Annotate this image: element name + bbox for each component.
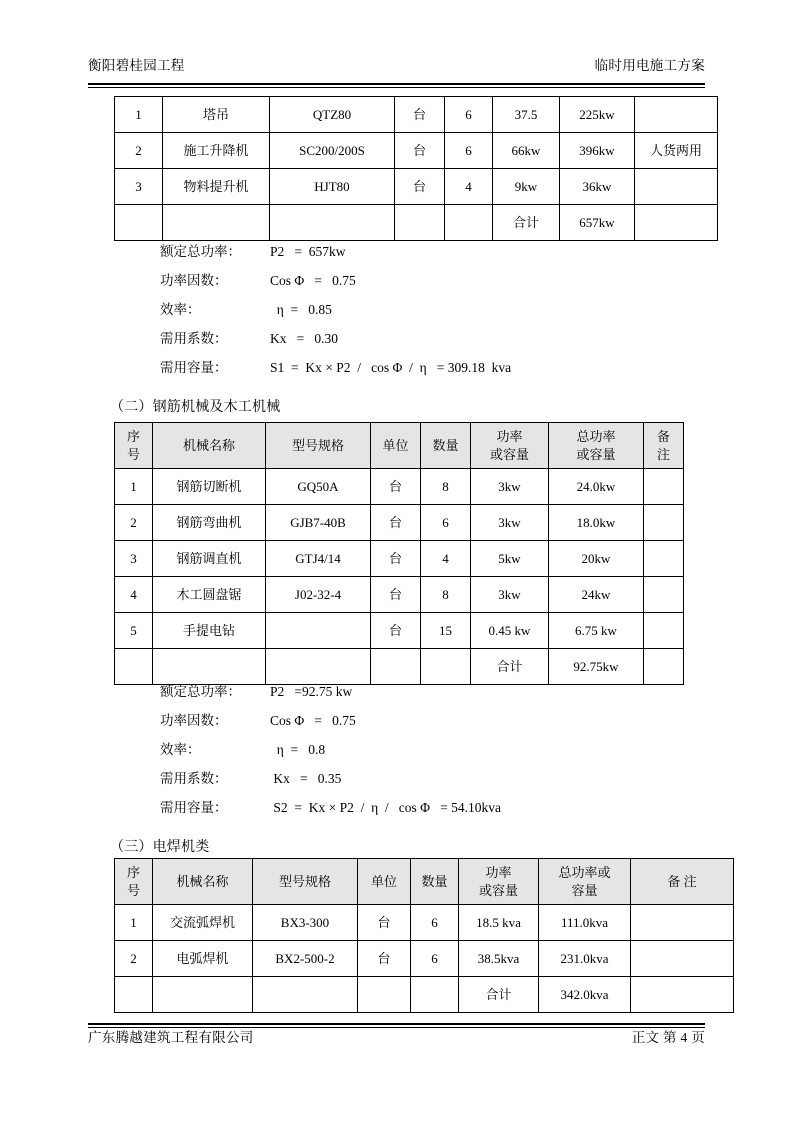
formula-line: [160, 269, 511, 298]
cell-remark: 人货两用: [635, 133, 718, 169]
table-row: [115, 941, 734, 977]
table-row: [115, 613, 684, 649]
table-row: [115, 133, 718, 169]
cell-power: 9kw: [493, 169, 560, 205]
cell-remark: [635, 97, 718, 133]
formula-label: 需用容量：: [160, 800, 228, 815]
cell-total-power: 396kw: [560, 133, 635, 169]
cell-no: 2: [115, 941, 153, 977]
cell-power: 38.5kva: [459, 941, 539, 977]
cell-total-value: 92.75kw: [549, 649, 644, 685]
col-header-qty: 数量: [421, 423, 471, 469]
cell-model: GQ50A: [266, 469, 371, 505]
table-3-body: [115, 905, 734, 1013]
table-total-row: [115, 977, 734, 1013]
equipment-table-3-container: [114, 858, 734, 1013]
cell-total-power: 231.0kva: [539, 941, 631, 977]
col-header-name: 机械名称: [153, 859, 253, 905]
running-header: [88, 56, 705, 86]
cell-total-power: 225kw: [560, 97, 635, 133]
equipment-table-3: [114, 858, 734, 1013]
cell-name: 物料提升机: [163, 169, 270, 205]
table-row: [115, 541, 684, 577]
formula-value: P2 =92.75 kw: [270, 684, 353, 699]
calculation-block-1: [160, 240, 511, 385]
header-left-title: 衡阳碧桂园工程: [88, 58, 185, 73]
cell-total-power: 36kw: [560, 169, 635, 205]
formula-line: [160, 796, 501, 825]
cell-model: [266, 613, 371, 649]
cell-remark: [635, 205, 718, 241]
formula-value: S1 = Kx × P2 / cos Φ / η = 309.18 kva: [270, 360, 512, 375]
table-row: [115, 577, 684, 613]
col-header-total-power: 总功率 或容量: [549, 423, 644, 469]
calculation-block-2: [160, 680, 501, 825]
table-row: [115, 97, 718, 133]
cell-unit: 台: [395, 169, 445, 205]
table-header-row: [115, 423, 684, 469]
cell-total-value: 342.0kva: [539, 977, 631, 1013]
formula-value: Cos Φ = 0.75: [270, 273, 356, 288]
cell-unit: [395, 205, 445, 241]
section-heading-2: （二）钢筋机械及木工机械: [110, 400, 281, 415]
cell-qty: 4: [445, 169, 493, 205]
cell-unit: 台: [358, 941, 411, 977]
header-right-title: 临时用电施工方案: [594, 58, 705, 73]
formula-value: S2 = Kx × P2 / η / cos Φ = 54.10kva: [270, 800, 502, 815]
cell-remark: [644, 649, 684, 685]
col-header-remark: 备 注: [644, 423, 684, 469]
cell-unit: [358, 977, 411, 1013]
cell-name: 钢筋调直机: [153, 541, 266, 577]
cell-qty: [411, 977, 459, 1013]
formula-line: [160, 327, 511, 356]
cell-remark: [635, 169, 718, 205]
cell-unit: 台: [371, 577, 421, 613]
cell-total-value: 657kw: [560, 205, 635, 241]
cell-total-label: 合计: [493, 205, 560, 241]
cell-remark: [631, 977, 734, 1013]
formula-line: [160, 738, 501, 767]
cell-no: 5: [115, 613, 153, 649]
table-total-row: [115, 205, 718, 241]
cell-no: 1: [115, 469, 153, 505]
formula-value: Cos Φ = 0.75: [270, 713, 356, 728]
formula-label: 效率：: [160, 302, 201, 317]
cell-unit: 台: [371, 541, 421, 577]
cell-unit: 台: [395, 97, 445, 133]
formula-line: [160, 680, 501, 709]
cell-name: 电弧焊机: [153, 941, 253, 977]
cell-total-power: 6.75 kw: [549, 613, 644, 649]
formula-line: [160, 356, 511, 385]
cell-qty: [445, 205, 493, 241]
formula-label: 额定总功率：: [160, 684, 241, 699]
cell-total-power: 20kw: [549, 541, 644, 577]
footer-company-name: 广东腾越建筑工程有限公司: [88, 1030, 254, 1045]
formula-label: 需用系数：: [160, 331, 228, 346]
cell-no: [115, 205, 163, 241]
cell-no: 2: [115, 505, 153, 541]
cell-no: 3: [115, 169, 163, 205]
cell-power: 37.5: [493, 97, 560, 133]
equipment-table-1: [114, 96, 718, 241]
cell-power: 5kw: [471, 541, 549, 577]
col-header-remark: 备 注: [631, 859, 734, 905]
formula-label: 需用容量：: [160, 360, 228, 375]
col-header-no: 序 号: [115, 859, 153, 905]
formula-value: η = 0.8: [270, 742, 326, 757]
cell-name: 钢筋切断机: [153, 469, 266, 505]
cell-no: 2: [115, 133, 163, 169]
cell-qty: 15: [421, 613, 471, 649]
cell-total-label: 合计: [471, 649, 549, 685]
cell-qty: 6: [411, 905, 459, 941]
col-header-model: 型号规格: [266, 423, 371, 469]
cell-name: [163, 205, 270, 241]
cell-qty: 8: [421, 469, 471, 505]
equipment-table-2-container: [114, 422, 684, 685]
col-header-power: 功率 或容量: [471, 423, 549, 469]
col-header-no: 序 号: [115, 423, 153, 469]
cell-remark: [644, 613, 684, 649]
col-header-unit: 单位: [371, 423, 421, 469]
cell-model: HJT80: [270, 169, 395, 205]
table-row: [115, 905, 734, 941]
cell-total-power: 24.0kw: [549, 469, 644, 505]
formula-line: [160, 240, 511, 269]
cell-total-label: 合计: [459, 977, 539, 1013]
cell-unit: 台: [395, 133, 445, 169]
table-row: [115, 505, 684, 541]
cell-no: 1: [115, 905, 153, 941]
cell-remark: [631, 941, 734, 977]
table-2-header: [115, 423, 684, 469]
formula-line: [160, 709, 501, 738]
cell-no: [115, 649, 153, 685]
cell-model: J02-32-4: [266, 577, 371, 613]
running-footer: [88, 1028, 705, 1048]
cell-qty: 6: [445, 97, 493, 133]
cell-qty: 6: [411, 941, 459, 977]
formula-value: η = 0.85: [270, 302, 332, 317]
table-header-row: [115, 859, 734, 905]
col-header-total-power: 总功率或 容量: [539, 859, 631, 905]
col-header-unit: 单位: [358, 859, 411, 905]
cell-remark: [644, 505, 684, 541]
cell-model: BX3-300: [253, 905, 358, 941]
table-3-header: [115, 859, 734, 905]
cell-qty: 6: [445, 133, 493, 169]
cell-model: GTJ4/14: [266, 541, 371, 577]
formula-label: 需用系数：: [160, 771, 228, 786]
formula-label: 效率：: [160, 742, 201, 757]
cell-model: [253, 977, 358, 1013]
cell-power: 0.45 kw: [471, 613, 549, 649]
cell-name: [153, 977, 253, 1013]
cell-remark: [644, 577, 684, 613]
cell-remark: [644, 469, 684, 505]
cell-name: 交流弧焊机: [153, 905, 253, 941]
cell-unit: 台: [371, 469, 421, 505]
cell-total-power: 18.0kw: [549, 505, 644, 541]
cell-qty: 8: [421, 577, 471, 613]
cell-unit: 台: [358, 905, 411, 941]
cell-model: BX2-500-2: [253, 941, 358, 977]
cell-remark: [631, 905, 734, 941]
cell-unit: 台: [371, 613, 421, 649]
cell-no: [115, 977, 153, 1013]
table-row: [115, 469, 684, 505]
cell-remark: [644, 541, 684, 577]
cell-power: 66kw: [493, 133, 560, 169]
cell-power: 3kw: [471, 469, 549, 505]
cell-name: 手提电钻: [153, 613, 266, 649]
formula-value: Kx = 0.35: [270, 771, 342, 786]
cell-name: 塔吊: [163, 97, 270, 133]
cell-total-power: 24kw: [549, 577, 644, 613]
cell-model: QTZ80: [270, 97, 395, 133]
cell-model: [270, 205, 395, 241]
cell-power: 3kw: [471, 505, 549, 541]
cell-total-power: 111.0kva: [539, 905, 631, 941]
section-heading-3: （三）电焊机类: [110, 840, 210, 855]
cell-unit: 台: [371, 505, 421, 541]
equipment-table-1-container: [114, 96, 718, 241]
cell-qty: 4: [421, 541, 471, 577]
footer-page-number: 正文 第 4 页: [631, 1030, 705, 1045]
formula-line: [160, 767, 501, 796]
col-header-name: 机械名称: [153, 423, 266, 469]
cell-no: 1: [115, 97, 163, 133]
cell-model: GJB7-40B: [266, 505, 371, 541]
cell-no: 4: [115, 577, 153, 613]
table-row: [115, 169, 718, 205]
formula-label: 功率因数：: [160, 273, 228, 288]
cell-model: SC200/200S: [270, 133, 395, 169]
formula-value: Kx = 0.30: [270, 331, 338, 346]
cell-name: 钢筋弯曲机: [153, 505, 266, 541]
cell-qty: 6: [421, 505, 471, 541]
formula-label: 额定总功率：: [160, 244, 241, 259]
cell-power: 3kw: [471, 577, 549, 613]
table-1-body: [115, 97, 718, 241]
col-header-qty: 数量: [411, 859, 459, 905]
cell-no: 3: [115, 541, 153, 577]
table-2-body: [115, 469, 684, 685]
cell-name: 木工圆盘锯: [153, 577, 266, 613]
formula-value: P2 = 657kw: [270, 244, 346, 259]
formula-label: 功率因数：: [160, 713, 228, 728]
cell-name: 施工升降机: [163, 133, 270, 169]
header-rule: [88, 83, 705, 88]
formula-line: [160, 298, 511, 327]
equipment-table-2: [114, 422, 684, 685]
col-header-power: 功率 或容量: [459, 859, 539, 905]
col-header-model: 型号规格: [253, 859, 358, 905]
cell-power: 18.5 kva: [459, 905, 539, 941]
